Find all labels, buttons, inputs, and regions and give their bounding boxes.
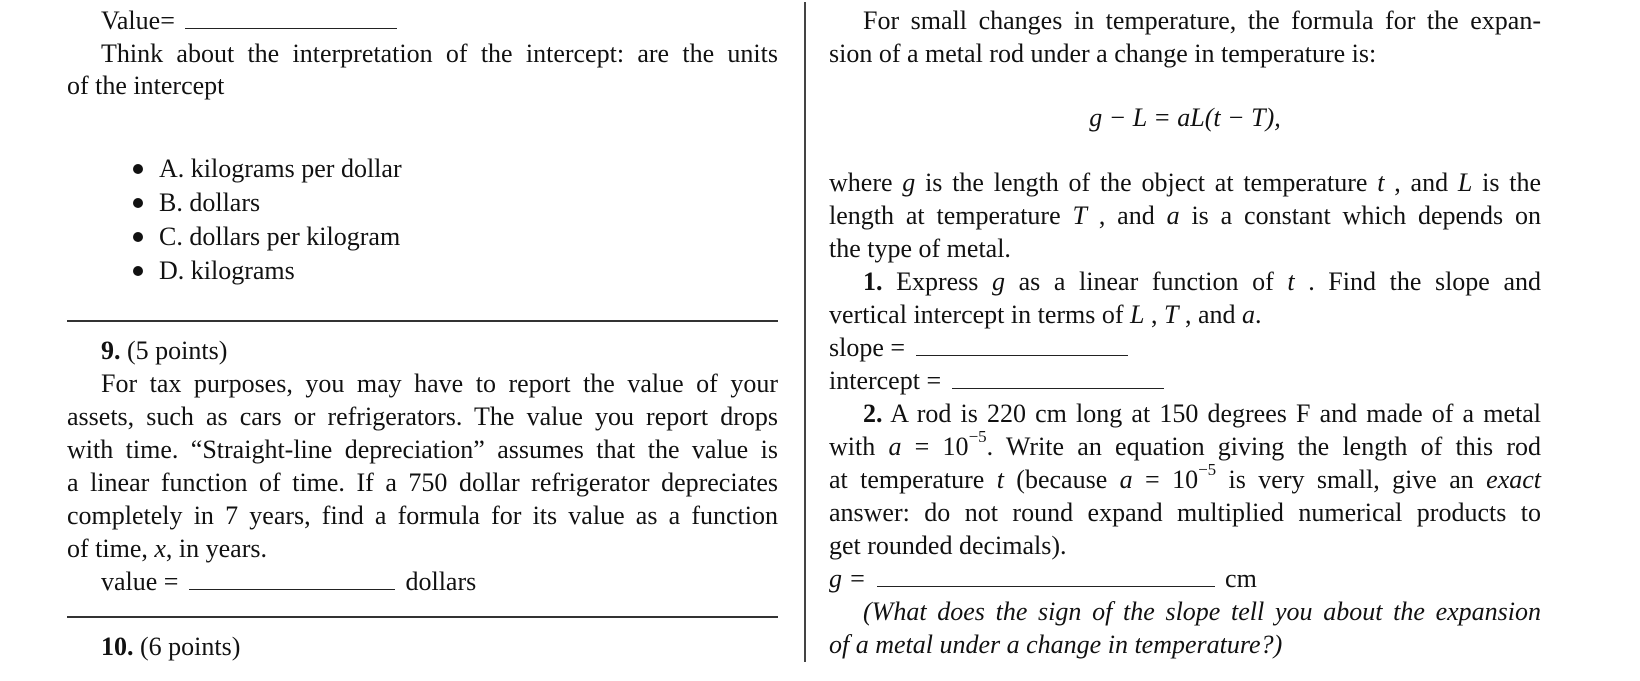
g-label: g = bbox=[829, 564, 867, 593]
expansion-formula: g − L = aL(t − T), bbox=[1089, 103, 1281, 132]
bullet-icon bbox=[133, 266, 143, 276]
q9-line4: a linear function of time. If a 750 dollar refrigerator depreciates bbox=[67, 468, 778, 497]
q2-line5: get rounded decimals). bbox=[829, 531, 1067, 560]
g-answer-blank[interactable] bbox=[877, 585, 1215, 587]
bullet-icon bbox=[133, 232, 143, 242]
q1-line2: vertical intercept in terms of L , T , and a. bbox=[829, 300, 1262, 329]
column-divider bbox=[804, 2, 806, 662]
note-line1: (What does the sign of the slope tell you about the expansion bbox=[863, 597, 1541, 626]
value-eq-label: value = bbox=[101, 567, 179, 596]
cm-unit: cm bbox=[1225, 564, 1257, 593]
q2-line4: answer: do not round expand multiplied numerical products to bbox=[829, 498, 1541, 527]
section-rule-1 bbox=[67, 320, 778, 322]
q10-number: 10. bbox=[101, 632, 134, 661]
q9-heading bbox=[101, 334, 227, 367]
q10-heading bbox=[101, 630, 240, 663]
section-rule-2 bbox=[67, 616, 778, 618]
q9-line2: assets, such as cars or refrigerators. The value you report drops bbox=[67, 402, 778, 431]
where-line3: the type of metal. bbox=[829, 234, 1011, 263]
q1-line1: 1. Express g as a linear function of t . Find the slope and bbox=[863, 267, 1541, 296]
q9-points: (5 points) bbox=[127, 336, 228, 365]
intercept-question-line2: of the intercept bbox=[67, 71, 225, 100]
intro-line2: sion of a metal rod under a change in temperature is: bbox=[829, 39, 1377, 68]
q2-line3: at temperature t (because $a = 10^{-5}$ is very small, give an exact bbox=[829, 460, 1541, 494]
choice-c[interactable]: C. dollars per kilogram bbox=[133, 220, 402, 254]
value-formula-blank[interactable] bbox=[189, 588, 395, 590]
choice-a[interactable]: A. kilograms per dollar bbox=[133, 152, 402, 186]
q2-line2: with $a = 10^{-5}$. Write an equation giving the length of this rod bbox=[829, 427, 1541, 461]
q9-line3: with time. “Straight-line depreciation” assumes that the value is bbox=[67, 435, 778, 464]
where-line1: where g is the length of the object at temperature t , and L is the bbox=[829, 168, 1542, 197]
intro-line1: For small changes in temperature, the formula for the expan- bbox=[863, 6, 1541, 35]
slope-row bbox=[829, 331, 1132, 364]
value-answer-blank[interactable] bbox=[185, 27, 397, 29]
q9-line5: completely in 7 years, find a formula for its value as a function bbox=[67, 501, 778, 530]
where-line2: length at temperature T , and a is a constant which depends on bbox=[829, 201, 1541, 230]
q10-points: (6 points) bbox=[140, 632, 241, 661]
intercept-blank[interactable] bbox=[952, 387, 1164, 389]
q1-number: 1. bbox=[863, 267, 883, 296]
intercept-choices bbox=[133, 152, 402, 288]
intercept-label: intercept = bbox=[829, 366, 942, 395]
intercept-row bbox=[829, 364, 1168, 397]
q9-line6: of time, x, in years. bbox=[67, 534, 268, 563]
note-line2: of a metal under a change in temperature?) bbox=[829, 630, 1283, 659]
q2-line1: 2. A rod is 220 cm long at 150 degrees F and made of a metal bbox=[863, 399, 1541, 428]
slope-blank[interactable] bbox=[916, 354, 1128, 356]
q2-number: 2. bbox=[863, 399, 883, 428]
q9-number: 9. bbox=[101, 336, 121, 365]
g-answer-row bbox=[829, 562, 1257, 595]
choice-b[interactable]: B. dollars bbox=[133, 186, 402, 220]
dollars-unit: dollars bbox=[405, 567, 477, 596]
value-formula-row bbox=[101, 565, 476, 598]
intercept-question-line1: Think about the interpretation of the intercept: are the units bbox=[101, 39, 778, 68]
bullet-icon bbox=[133, 164, 143, 174]
q9-line1: For tax purposes, you may have to report the value of your bbox=[101, 369, 778, 398]
value-label: Value= bbox=[101, 6, 175, 35]
value-answer-row bbox=[101, 4, 401, 37]
bullet-icon bbox=[133, 198, 143, 208]
choice-d[interactable]: D. kilograms bbox=[133, 254, 402, 288]
slope-label: slope = bbox=[829, 333, 906, 362]
